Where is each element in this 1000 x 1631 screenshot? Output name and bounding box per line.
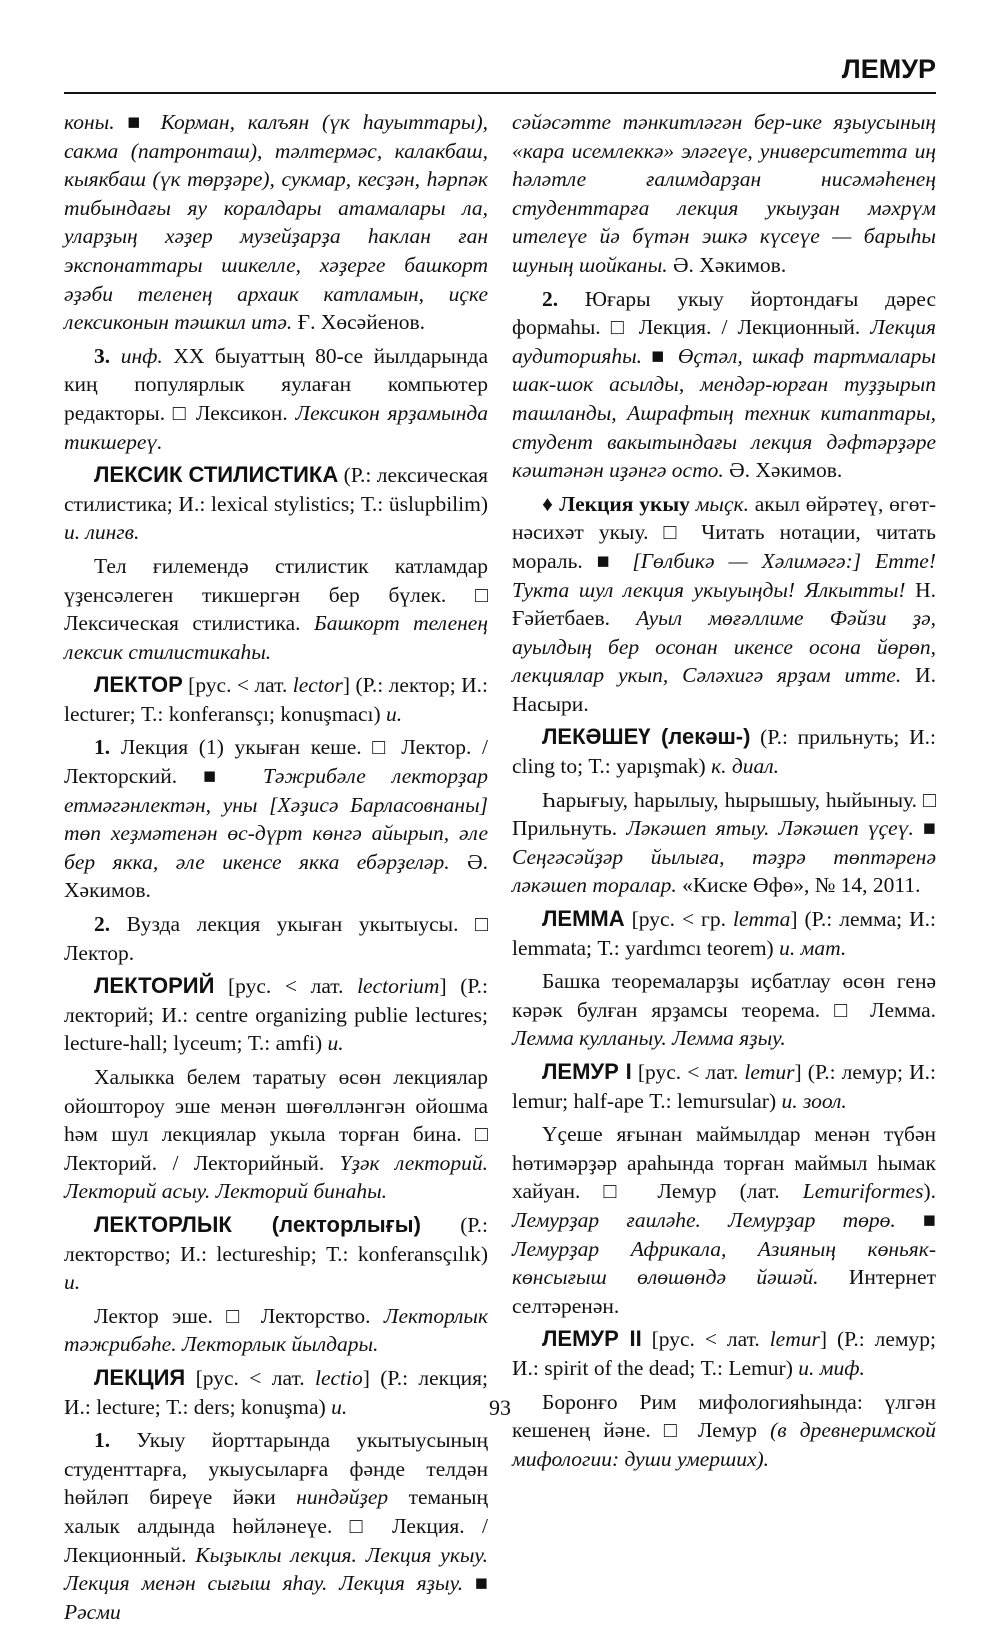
entry-paragraph: 2. Вузда лекция укыған укытыусы. □ Лектор. [64,912,488,965]
entry-headword: ЛЕМУР II [рус. < лат. lemur] (Р.: лемур; И.: spirit of the dead; Т.: Lemur) и. миф. [512,1326,936,1380]
entry-paragraph: 1. Лекция (1) укыған кеше. □ Лектор. / Лекторский. ■ Тәжрибәле лекторҙар етмәгәнлектән, уны [Хәҙисә Барласовнаны] төп хеҙмәтенән өс-дүрт көнгә айырып, әле бер якка, әле икенсе якка ебәрҙеләр. Ә. Хәкимов. [64,735,488,903]
entry-paragraph: 2. Юғары укыу йортондағы дәрес формаһы. □ Лекция. / Лекционный. Лекция аудиторияһы. ■ Өҫтәл, шкаф тартмалары шак-шок асылды, мендәр-юрған туҙҙырып ташланды, Ашрафтың техник китаптары, студент вакытындағы лекция дәфтәрҙәре кәштәнән иҙәнгә осто. Ә. Хәкимов. [512,286,936,483]
entry-paragraph: Боронғо Рим мифологияһында: үлгән кешенең йәне. □ Лемур (в древнеримской мифологии: души умерших). [512,1389,936,1471]
running-title: ЛЕМУР [841,54,936,84]
entry-paragraph: Үҫеше яғынан маймылдар менән түбән һөтимәрҙәр араһында торған маймыл һымак хайуан. □ Лемур (лат. Lemuriformes). Лемурҙар ғаиләһе. Лемурҙар төрө. ■ Лемурҙар Африкала, Азияның көньяк-көнсығыш өлөшөндә йәшәй. Интернет селтәренән. [512,1122,936,1318]
entry-paragraph: Халыкка белем таратыу өсөн лекциялар ойоштороу эше менән шөғөлләнгән ойошма һәм шул лекциялар укыла торған бина. □ Лекторий. / Лекторийный. Үҙәк лекторий. Лекторий асыу. Лекторий бинаһы. [64,1065,488,1204]
entry-headword: ЛЕКСИК СТИЛИСТИКА (Р.: лексическая стилистика; И.: lexical stylistics; Т.: üslupbilim) и. лингв. [64,462,489,545]
entry-paragraph: 3. инф. XX быуаттың 80-се йылдарында киң популярлык яулаған компьютер редакторы. □ Лексикон. Лексикон ярҙамында тикшереү. [64,343,489,454]
running-header [64,48,936,94]
entry-headword: ЛЕКТОРЛЫК (лекторлығы) (Р.: лекторство; И.: lectureship; Т.: konferansçılık) и. [64,1211,488,1295]
entry-paragraph: сәйәсәтте тәнкитләгән бер-ике яҙыусының «кара исемлеккә» эләгеүе, университетта иң һәләтле ғалимдарҙан нисәмәһенең студенттарға лекция укыуҙан мәхрүм ителеүе йә бүтән эшкә күсеүе — барыһы шуның шойканы. Ә. Хәкимов. [512,110,936,277]
entry-paragraph: коны. ■ Корман, калъян (үк һауыттары), сакма (патронташ), тәлтермәс, калакбаш, кыякбаш (үк төрҙәре), сукмар, кесҙән, һәрпәк тибындағы яу коралдары атамалары ла, уларҙың хәҙер музейҙарҙа һаклан ған экспонаттары шикелле, хәҙерге башкорт әҙәби теленең архаик катламын, иҫке лексиконын тәшкил итә. Ғ. Хөсәйенов. [64,110,488,335]
entry-paragraph: Лектор эше. □ Лекторство. Лекторлык тәжрибәһе. Лекторлык йылдары. [64,1303,488,1357]
entry-headword: ЛЕКТОРИЙ [рус. < лат. lectorium] (Р.: лекторий; И.: centre organizing publie lectures; lecture-hall; lyceum; Т.: amfi) и. [64,973,488,1056]
right-column [512,108,936,1478]
entry-paragraph: ♦ Лекция укыу мыҫк. акыл өйрәтеү, өгөт-нәсихәт укыу. □ Читать нотации, читать мораль. ■ [Гөлбикә — Хәлимәгә:] Етте! Тукта шул лекция укыуыңды! Ялкытты! Н. Ғәйетбаев. Ауыл мөғәллиме Фәйзи ҙә, ауылдың бер осонан икенсе осона йөрөп, лекциялар укып, Сәләхигә ярҙам итте. И. Насыри. [512,491,937,716]
entry-headword: ЛЕКТОР [рус. < лат. lector] (Р.: лектор; И.: lecturer; Т.: konferansçı; konuşmacı) и. [64,672,488,726]
entry-paragraph: 1. Укыу йорттарында укытыусының студенттарға, укыусыларға фәнде телдән һөйләп биреүе йәки ниндәйҙер теманың халык алдында һөйләнеүе. □ Лекция. / Лекционный. Кыҙыклы лекция. Лекция укыу. Лекция менән сығыш яһау. Лекция яҙыу. ■ Рәсми [64,1428,488,1624]
entry-headword: ЛЕКЦИЯ [рус. < лат. lectio] (Р.: лекция; И.: lecture; Т.: ders; konuşma) и. [64,1364,489,1419]
entry-headword: ЛЕММА [рус. < гр. lemma] (Р.: лемма; И.: lemmata; Т.: yardımcı teorem) и. мат. [512,906,936,960]
entry-paragraph: Һарығыу, һарылыу, һырышыу, һыйыныу. □ Прильнуть. Ләкәшеп ятыу. Ләкәшеп үҫеү. ■ Сеңгәсәйҙәр йылыға, тәҙрә төптәренә ләкәшеп торалар. «Киске Өфө», № 14, 2011. [512,787,936,898]
page-number: 93 [489,1395,511,1420]
entry-paragraph: Тел ғилемендә стилистик катламдар үҙенсәлеген тикшергән бер бүлек. □ Лексическая стилистика. Башкорт теленең лексик стилистикаһы. [64,553,488,664]
entry-headword: ЛЕМУР I [рус. < лат. lemur] (Р.: лемур; И.: lemur; half-ape Т.: lemursular) и. зоол. [512,1059,936,1113]
entry-headword: ЛЕКӘШЕҮ (лекәш-) (Р.: прильнуть; И.: cling to; Т.: yapışmak) к. диал. [512,724,936,779]
entry-paragraph: Башка теоремаларҙы иҫбатлау өсөн генә кәрәк булған ярҙамсы теорема. □ Лемма. Лемма кулланыу. Лемма яҙыу. [512,969,936,1051]
